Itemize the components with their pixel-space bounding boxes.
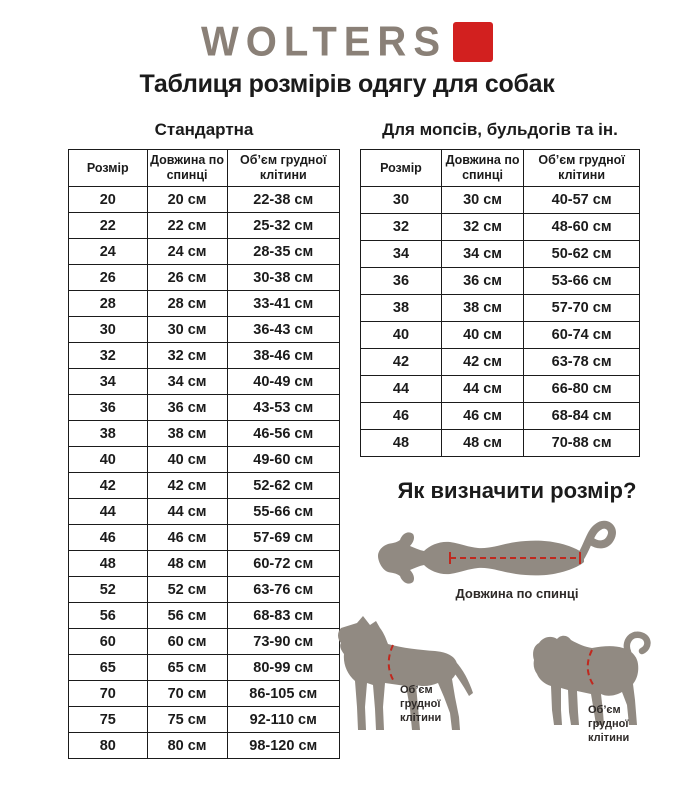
size-cell: 25-32 см <box>227 213 339 239</box>
size-cell: 40 см <box>441 322 523 349</box>
size-cell: 22 см <box>147 213 227 239</box>
size-cell: 28 см <box>147 291 227 317</box>
size-cell: 36 <box>361 268 442 295</box>
size-cell: 32 см <box>441 214 523 241</box>
size-cell: 42 <box>361 349 442 376</box>
size-row <box>69 265 340 291</box>
size-cell: 30 <box>361 187 442 214</box>
size-cell: 40 <box>69 447 148 473</box>
size-row <box>361 430 640 457</box>
how-to-measure-section <box>340 478 694 800</box>
size-cell: 70-88 см <box>524 430 640 457</box>
size-cell: 63-78 см <box>524 349 640 376</box>
size-row <box>361 214 640 241</box>
size-cell: 30 <box>69 317 148 343</box>
pug-table-title: Для мопсів, бульдогів та ін. <box>382 120 618 139</box>
size-cell: 48 см <box>441 430 523 457</box>
size-row <box>69 317 340 343</box>
size-cell: 68-84 см <box>524 403 640 430</box>
size-cell: 60 см <box>147 629 227 655</box>
size-cell: 52-62 см <box>227 473 339 499</box>
size-cell: 52 <box>69 577 148 603</box>
size-cell: 60-74 см <box>524 322 640 349</box>
size-row <box>69 239 340 265</box>
size-cell: 26 <box>69 265 148 291</box>
size-cell: 65 см <box>147 655 227 681</box>
standard-size-section <box>68 120 340 759</box>
size-cell: 73-90 см <box>227 629 339 655</box>
size-cell: 33-41 см <box>227 291 339 317</box>
size-cell: 28 <box>69 291 148 317</box>
size-cell: 48 <box>69 551 148 577</box>
size-cell: 38 см <box>441 295 523 322</box>
size-row <box>361 376 640 403</box>
size-row <box>69 291 340 317</box>
size-cell: 56 см <box>147 603 227 629</box>
size-cell: 80 <box>69 733 148 759</box>
size-cell: 30-38 см <box>227 265 339 291</box>
brand-mark-icon <box>453 22 493 62</box>
brand-logo: WOLTERS <box>200 19 447 65</box>
size-row <box>69 629 340 655</box>
size-cell: 80 см <box>147 733 227 759</box>
size-row <box>69 707 340 733</box>
size-cell: 32 <box>361 214 442 241</box>
size-cell: 42 <box>69 473 148 499</box>
chest-volume-label-line: клітини <box>588 732 630 745</box>
size-cell: 57-69 см <box>227 525 339 551</box>
size-cell: 42 см <box>147 473 227 499</box>
size-cell: 75 см <box>147 707 227 733</box>
brand-header <box>0 19 694 65</box>
chest-volume-label <box>588 703 629 745</box>
size-row <box>69 655 340 681</box>
size-cell: 52 см <box>147 577 227 603</box>
standard-size-table <box>68 149 340 759</box>
size-row <box>69 343 340 369</box>
size-cell: 40-49 см <box>227 369 339 395</box>
size-row <box>69 395 340 421</box>
size-cell: 53-66 см <box>524 268 640 295</box>
size-cell: 70 <box>69 681 148 707</box>
size-cell: 70 см <box>147 681 227 707</box>
size-cell: 44 см <box>441 376 523 403</box>
size-row <box>361 295 640 322</box>
column-header: Розмір <box>69 150 148 187</box>
size-cell: 55-66 см <box>227 499 339 525</box>
size-cell: 40-57 см <box>524 187 640 214</box>
size-cell: 44 <box>69 499 148 525</box>
size-cell: 44 <box>361 376 442 403</box>
size-cell: 60-72 см <box>227 551 339 577</box>
size-cell: 38 см <box>147 421 227 447</box>
size-cell: 30 см <box>441 187 523 214</box>
size-row <box>69 603 340 629</box>
size-cell: 36-43 см <box>227 317 339 343</box>
header-row <box>361 150 640 187</box>
size-cell: 68-83 см <box>227 603 339 629</box>
header-row <box>69 150 340 187</box>
size-cell: 75 <box>69 707 148 733</box>
size-cell: 66-80 см <box>524 376 640 403</box>
size-row <box>69 421 340 447</box>
size-row <box>361 322 640 349</box>
chest-volume-label-line: Об’єм <box>400 684 433 696</box>
chest-volume-label-line: грудної <box>400 698 441 711</box>
chest-volume-label-line: Об’єм <box>588 704 621 716</box>
size-cell: 24 <box>69 239 148 265</box>
size-row <box>361 187 640 214</box>
size-cell: 40 <box>361 322 442 349</box>
size-cell: 20 <box>69 187 148 213</box>
size-cell: 38-46 см <box>227 343 339 369</box>
size-cell: 63-76 см <box>227 577 339 603</box>
size-cell: 34 <box>69 369 148 395</box>
size-cell: 48 см <box>147 551 227 577</box>
column-header: Об’єм грудної клітини <box>524 150 640 187</box>
size-cell: 46 <box>69 525 148 551</box>
size-row <box>69 525 340 551</box>
size-cell: 38 <box>69 421 148 447</box>
back-length-label: Довжина по спинці <box>455 586 579 601</box>
size-cell: 30 см <box>147 317 227 343</box>
size-row <box>361 241 640 268</box>
page-title: Таблиця розмірів одягу для собак <box>139 70 555 98</box>
column-header: Об’єм грудної клітини <box>227 150 339 187</box>
size-cell: 48-60 см <box>524 214 640 241</box>
size-cell: 60 <box>69 629 148 655</box>
size-cell: 34 см <box>441 241 523 268</box>
size-cell: 92-110 см <box>227 707 339 733</box>
size-cell: 86-105 см <box>227 681 339 707</box>
size-row <box>69 681 340 707</box>
chest-volume-label <box>400 683 441 725</box>
size-cell: 50-62 см <box>524 241 640 268</box>
size-cell: 36 см <box>147 395 227 421</box>
size-cell: 46 <box>361 403 442 430</box>
size-cell: 57-70 см <box>524 295 640 322</box>
size-cell: 36 <box>69 395 148 421</box>
size-row <box>361 268 640 295</box>
size-cell: 32 см <box>147 343 227 369</box>
size-row <box>361 349 640 376</box>
column-header: Довжина по спинці <box>147 150 227 187</box>
size-row <box>69 447 340 473</box>
size-cell: 43-53 см <box>227 395 339 421</box>
size-cell: 46 см <box>147 525 227 551</box>
column-header: Розмір <box>361 150 442 187</box>
size-cell: 26 см <box>147 265 227 291</box>
chest-volume-label-line: клітини <box>400 712 442 725</box>
size-cell: 28-35 см <box>227 239 339 265</box>
size-cell: 34 <box>361 241 442 268</box>
size-cell: 36 см <box>441 268 523 295</box>
size-cell: 22-38 см <box>227 187 339 213</box>
dog-top-view-illustration <box>370 516 620 596</box>
size-cell: 56 <box>69 603 148 629</box>
size-cell: 22 <box>69 213 148 239</box>
size-cell: 40 см <box>147 447 227 473</box>
size-cell: 46-56 см <box>227 421 339 447</box>
size-row <box>69 213 340 239</box>
pug-size-table <box>360 149 640 457</box>
how-to-title: Як визначити розмір? <box>397 478 637 503</box>
chest-volume-label-line: грудної <box>588 718 629 731</box>
size-cell: 42 см <box>441 349 523 376</box>
size-row <box>69 551 340 577</box>
size-row <box>69 187 340 213</box>
size-cell: 20 см <box>147 187 227 213</box>
standard-table-title: Стандартна <box>154 120 254 139</box>
size-row <box>69 577 340 603</box>
size-cell: 44 см <box>147 499 227 525</box>
size-cell: 38 <box>361 295 442 322</box>
size-row <box>361 403 640 430</box>
size-cell: 98-120 см <box>227 733 339 759</box>
size-cell: 80-99 см <box>227 655 339 681</box>
size-cell: 49-60 см <box>227 447 339 473</box>
size-cell: 24 см <box>147 239 227 265</box>
size-cell: 34 см <box>147 369 227 395</box>
pug-size-section <box>360 120 640 457</box>
size-cell: 65 <box>69 655 148 681</box>
size-cell: 46 см <box>441 403 523 430</box>
size-row <box>69 473 340 499</box>
column-header: Довжина по спинці <box>441 150 523 187</box>
size-cell: 32 <box>69 343 148 369</box>
size-row <box>69 499 340 525</box>
size-row <box>69 733 340 759</box>
size-row <box>69 369 340 395</box>
size-cell: 48 <box>361 430 442 457</box>
